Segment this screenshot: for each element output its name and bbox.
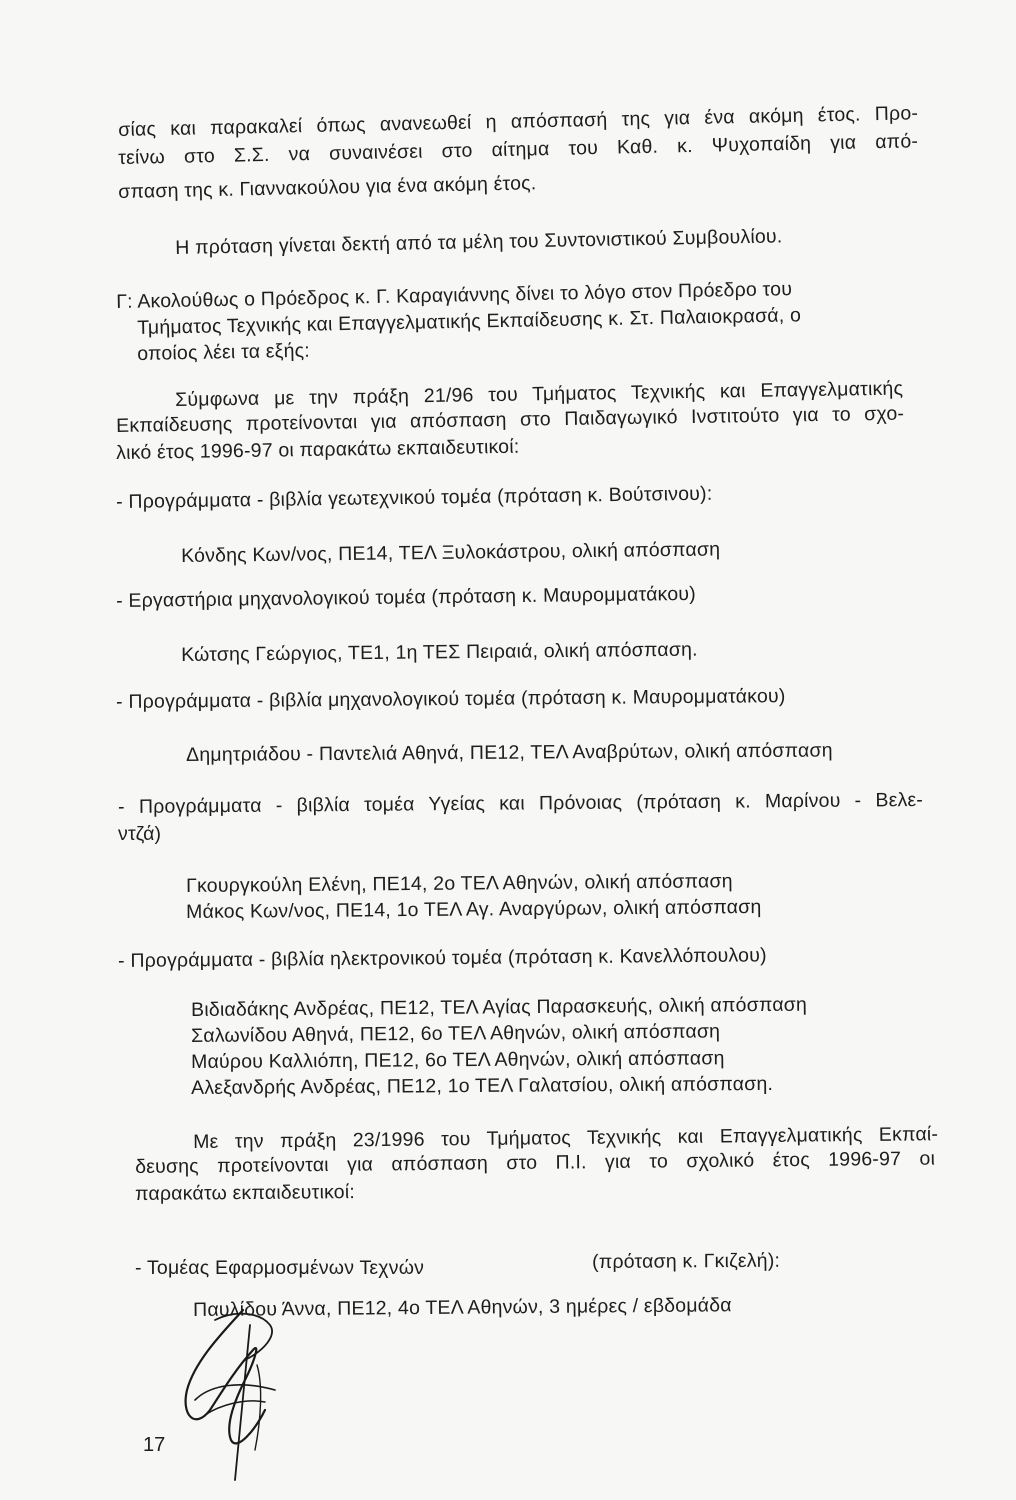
section-entry: Δημητριάδου - Παντελιά Αθηνά, ΠΕ12, ΤΕΛ Αναβρύτων, ολική απόσπαση xyxy=(186,739,833,766)
signature-mark xyxy=(165,1290,295,1490)
section-entry: Παυλίδου Άννα, ΠΕ12, 4ο ΤΕΛ Αθηνών, 3 ημέρες / εβδομάδα xyxy=(193,1294,732,1321)
paragraph-line: Σύμφωνα με την πράξη 21/96 του Τμήματος Τεχνικής και Επαγγελματικής xyxy=(175,377,904,411)
section-entry: Αλεξανδρής Ανδρέας, ΠΕ12, 1ο ΤΕΛ Γαλατσίου, ολική απόσπαση. xyxy=(191,1072,774,1099)
paragraph-line: Τμήματος Τεχνικής και Επαγγελματικής Εκπαίδευσης κ. Στ. Παλαιοκρασά, ο xyxy=(137,304,802,339)
section-heading: - Προγράμματα - βιβλία ηλεκτρονικού τομέα (πρόταση κ. Κανελλόπουλου) xyxy=(118,944,767,972)
paragraph-line: τείνω στο Σ.Σ. να συναινέσει στο αίτημα του Καθ. κ. Ψυχοπαίδη για από- xyxy=(118,130,919,169)
page-number: 17 xyxy=(143,1434,166,1456)
paragraph-line: Εκπαίδευσης προτείνονται για απόσπαση στο Παιδαγωγικό Ινστιτούτο για το σχο- xyxy=(116,402,905,437)
paragraph-line: Η πρόταση γίνεται δεκτή από τα μέλη του Συντονιστικού Συμβουλίου. xyxy=(175,225,783,259)
paragraph-line: οποίος λέει τα εξής: xyxy=(137,339,311,365)
paragraph-line: σίας και παρακαλεί όπως ανανεωθεί η απόσπασή της για ένα ακόμη έτος. Προ- xyxy=(118,102,919,141)
paragraph-line: σπαση της κ. Γιαννακούλου για ένα ακόμη έτος. xyxy=(118,172,537,203)
section-entry: Βιδιαδάκης Ανδρέας, ΠΕ12, ΤΕΛ Αγίας Παρασκευής, ολική απόσπαση xyxy=(191,993,808,1021)
section-entry: Μάκος Κων/νος, ΠΕ14, 1ο ΤΕΛ Αγ. Αναργύρων, ολική απόσπαση xyxy=(186,895,762,923)
paragraph-line: λικό έτος 1996-97 οι παρακάτω εκπαιδευτικοί: xyxy=(116,435,520,464)
section-heading: - Προγράμματα - βιβλία τομέα Υγείας και Πρόνοιας (πρόταση κ. Μαρίνου - Βελε- xyxy=(118,788,924,818)
section-heading-proposal: (πρόταση κ. Γκιζελή): xyxy=(592,1249,781,1273)
paragraph-line: Με την πράξη 23/1996 του Τμήματος Τεχνικής και Επαγγελματικής Εκπαί- xyxy=(193,1123,939,1153)
section-entry: Γκουργκούλη Ελένη, ΠΕ14, 2ο ΤΕΛ Αθηνών, ολική απόσπαση xyxy=(186,870,733,897)
paragraph-line: Γ: Ακολούθως ο Πρόεδρος κ. Γ. Καραγιάννης δίνει το λόγο στον Πρόεδρο του xyxy=(116,278,793,313)
section-entry: Σαλωνίδου Αθηνά, ΠΕ12, 6ο ΤΕΛ Αθηνών, ολική απόσπαση xyxy=(191,1020,721,1047)
paragraph-line: δευσης προτείνονται για απόσπαση στο Π.Ι. για το σχολικό έτος 1996-97 οι xyxy=(135,1147,936,1178)
paragraph-line: παρακάτω εκπαιδευτικοί: xyxy=(135,1181,356,1205)
section-heading: - Προγράμματα - βιβλία μηχανολογικού τομέα (πρόταση κ. Μαυρομματάκου) xyxy=(116,685,786,713)
section-heading: ντζά) xyxy=(118,823,162,845)
section-entry: Κόνδης Κων/νος, ΠΕ14, ΤΕΛ Ξυλοκάστρου, ολική απόσπαση xyxy=(181,538,721,567)
section-heading: - Τομέας Εφαρμοσμένων Τεχνών xyxy=(135,1257,425,1279)
section-entry: Μαύρου Καλλιόπη, ΠΕ12, 6ο ΤΕΛ Αθηνών, ολική απόσπαση xyxy=(191,1047,725,1073)
section-heading: - Εργαστήρια μηχανολογικού τομέα (πρόταση κ. Μαυρομματάκου) xyxy=(116,582,697,612)
section-entry: Κώτσης Γεώργιος, ΤΕ1, 1η ΤΕΣ Πειραιά, ολική απόσπαση. xyxy=(181,638,698,666)
section-heading: - Προγράμματα - βιβλία γεωτεχνικού τομέα (πρόταση κ. Βούτσινου): xyxy=(116,482,713,513)
